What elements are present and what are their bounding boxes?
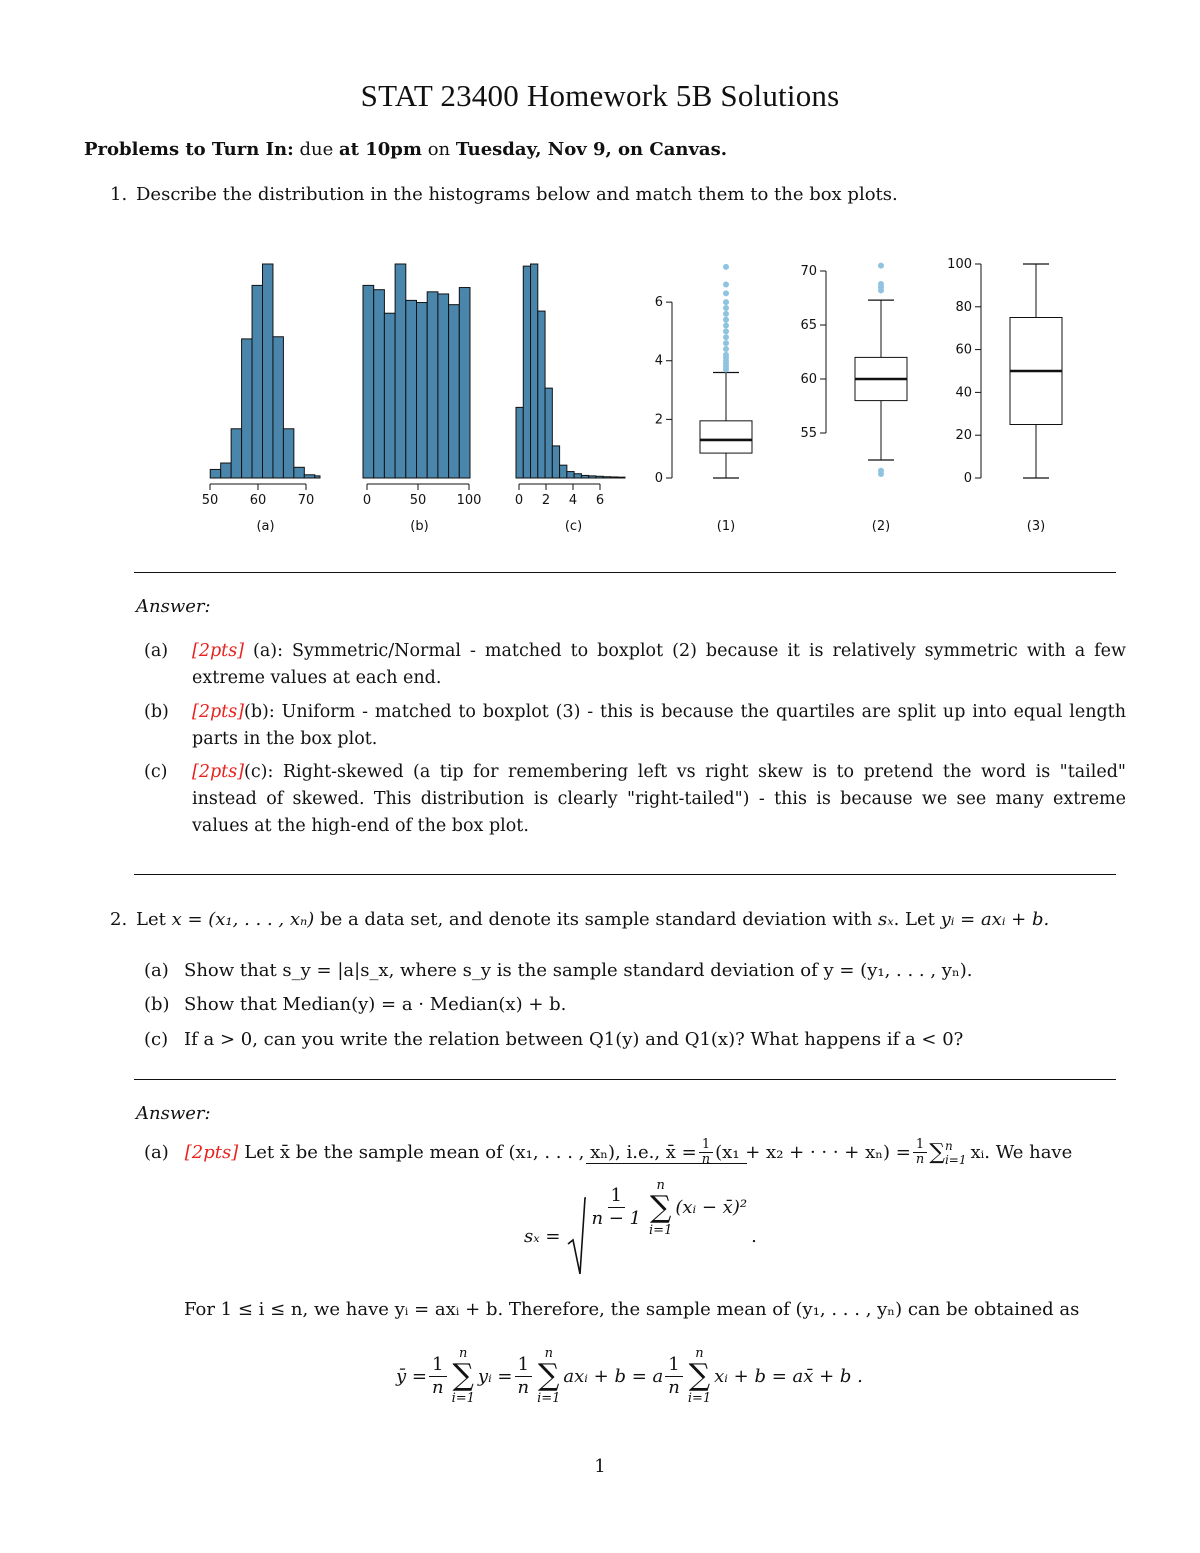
summation [452, 1346, 475, 1406]
histogram-bar [610, 477, 617, 478]
histogram-label: (c) [564, 519, 583, 534]
histogram-bar [406, 300, 417, 478]
outlier-point [723, 282, 729, 288]
outlier-point [723, 323, 729, 329]
mean-def-start: Let x̄ be the sample mean of (x₁, . . . , xₙ), i.e., x̄ = [244, 1142, 697, 1163]
numerator: 1 [699, 1138, 713, 1153]
histogram-bar [374, 290, 385, 478]
histogram-bar [574, 474, 581, 478]
y-tick-label: 60 [955, 342, 972, 358]
histogram-bar [438, 294, 449, 478]
numerator: 1 [665, 1354, 682, 1377]
outlier-point [723, 328, 729, 334]
histogram-bar [531, 264, 538, 478]
points-badge: [2pts] [184, 1142, 239, 1163]
answer-1-heading: Answer: [136, 596, 211, 617]
intro-due-time: at 10pm [339, 139, 422, 160]
histogram-bar [221, 463, 231, 478]
item-text: (a): Symmetric/Normal - matched to boxplot (2) because it is relatively symmetric with a few extreme values at each end. [192, 641, 1126, 688]
item-label: (a) [144, 1142, 169, 1163]
sum-lower: i=1 [537, 1391, 561, 1406]
histogram-bar [459, 288, 470, 478]
summation [537, 1346, 560, 1406]
sum-lower: i=1 [944, 1152, 967, 1167]
histogram-bar [545, 388, 552, 478]
problem-2-number: 2. [110, 909, 128, 930]
y-tick-label: 80 [955, 299, 972, 315]
item-label: (c) [144, 762, 168, 782]
histogram-label: (b) [410, 519, 429, 534]
histogram-bar [304, 475, 314, 478]
outlier-point [878, 281, 884, 287]
intro-label: Problems to Turn In: [84, 139, 294, 160]
problem-2-part-c-label: (c) [144, 1029, 169, 1050]
outlier-point [723, 346, 729, 352]
denominator: n [915, 1152, 925, 1167]
item-label: (b) [144, 702, 169, 722]
numerator: 1 [515, 1354, 532, 1377]
sum-lower: i=1 [451, 1391, 475, 1406]
fraction-1-over-n [665, 1354, 683, 1399]
histogram-bar [384, 313, 395, 478]
sum-symbol: ∑ [688, 1358, 711, 1393]
p2-let: Let [136, 909, 166, 930]
sum-lower: i=1 [687, 1391, 712, 1406]
page-number: 1 [594, 1456, 606, 1477]
sd-lhs: sₓ = [524, 1225, 561, 1247]
sum-upper: n [459, 1346, 468, 1361]
p2-sx: sₓ [877, 909, 894, 930]
x-tick-label: 0 [514, 493, 524, 508]
outlier-point [723, 299, 729, 305]
item-body [192, 638, 1126, 692]
answer-2-heading: Answer: [136, 1103, 211, 1124]
problem-2-part-b-label: (b) [144, 994, 170, 1015]
numerator: 1 [429, 1354, 446, 1377]
item-text: (c): Right-skewed (a tip for remembering left vs right skew is to pretend the word is "tailed" instead of skewed. This distribution is clearly "right-tailed") - this is because we see many extreme values at the high-end of the box plot. [192, 762, 1126, 836]
sd-term: (xᵢ − x̄)² [675, 1197, 748, 1218]
y-tick-label: 60 [800, 372, 817, 387]
problem-2-part-b-text: Show that Median(y) = a · Median(x) + b. [184, 994, 567, 1015]
boxplot-label: (1) [716, 519, 736, 534]
histograms-boxplots-figure [180, 250, 1080, 545]
sum-upper: n [544, 1346, 553, 1361]
numerator: 1 [608, 1185, 625, 1208]
numerator: 1 [913, 1138, 927, 1153]
histogram-bar [581, 475, 588, 478]
mean-term-3: xᵢ + b = ax̄ + b . [714, 1365, 863, 1387]
mean-lhs: ȳ = [396, 1365, 427, 1387]
sqrt-sign [566, 1196, 586, 1276]
histogram-bar [560, 465, 567, 478]
boxplot-label: (3) [1026, 519, 1046, 534]
outlier-point [878, 263, 884, 269]
y-tick-label: 55 [800, 426, 817, 441]
histogram-bar [552, 446, 559, 478]
denominator: n [668, 1376, 680, 1398]
histogram-bar [449, 305, 460, 478]
p2-mid-text: be a data set, and denote its sample standard deviation with [320, 909, 873, 930]
item-body [192, 699, 1126, 753]
y-tick-label: 0 [654, 471, 663, 486]
fraction-1-over-n [913, 1138, 927, 1167]
item-text: (b): Uniform - matched to boxplot (3) - this is because the quartiles are split up into equal length parts in the box plot. [192, 702, 1126, 749]
x-tick-label: 70 [297, 493, 315, 508]
histogram-bar [294, 467, 304, 478]
histogram-bar [427, 292, 438, 478]
mean-def-end: xᵢ. We have [970, 1142, 1073, 1163]
x-tick-label: 50 [201, 493, 219, 508]
histogram-bar [618, 477, 625, 478]
intro-text-on: on [427, 139, 451, 160]
x-tick-label: 6 [595, 493, 605, 508]
y-tick-label: 65 [800, 318, 817, 333]
x-tick-label: 100 [456, 493, 482, 508]
outlier-point [723, 352, 729, 358]
answer-1-item-b [144, 699, 1126, 759]
sum-symbol: ∑ [929, 1140, 945, 1165]
outlier-point [723, 290, 729, 296]
summation [649, 1178, 672, 1238]
histogram-bar [315, 476, 320, 478]
histogram-bar [417, 303, 428, 478]
problem-2-statement [136, 909, 1049, 930]
fraction-1-over-n-1 [588, 1185, 644, 1230]
x-tick-label: 50 [409, 493, 427, 508]
histogram-bar [283, 429, 293, 478]
histogram-bar [231, 429, 241, 478]
y-tick-label: 0 [963, 471, 972, 486]
x-tick-label: 4 [568, 493, 578, 508]
histogram-label: (a) [256, 519, 275, 534]
intro-due-date: Tuesday, Nov 9, on Canvas. [455, 139, 727, 160]
problem-2-part-c-text: If a > 0, can you write the relation between Q1(y) and Q1(x)? What happens if a < 0? [184, 1029, 964, 1050]
y-tick-label: 100 [947, 257, 972, 272]
x-tick-label: 2 [541, 493, 551, 508]
intro-line [84, 139, 727, 160]
sum-limits [945, 1139, 967, 1167]
sum-symbol: ∑ [649, 1189, 672, 1225]
sum-upper: n [944, 1138, 953, 1153]
histogram-bar [395, 264, 406, 478]
answer-1-item-c [144, 759, 1126, 849]
outlier-point [723, 317, 729, 323]
histogram-bar [538, 311, 545, 478]
sum-upper: n [656, 1177, 665, 1193]
sum-symbol: ∑ [538, 1358, 560, 1393]
sum-lower: i=1 [649, 1222, 673, 1238]
box [700, 421, 752, 453]
fraction-1-over-n [429, 1354, 447, 1399]
histogram-bar [210, 469, 220, 478]
problem-2-part-a-label: (a) [144, 960, 169, 981]
problem-1-text: Describe the distribution in the histograms below and match them to the box plots. [136, 184, 898, 205]
problem-1-number: 1. [110, 184, 128, 205]
y-tick-label: 40 [955, 385, 972, 401]
histogram-bar [589, 476, 596, 478]
histogram-bar [263, 264, 273, 478]
y-tick-label: 20 [955, 428, 972, 444]
outlier-point [723, 305, 729, 311]
answer-1-item-a [144, 638, 1126, 698]
p2-x-def: x = (x₁, . . . , xₙ) [171, 909, 315, 930]
histogram-bar [567, 472, 574, 478]
denominator: n [431, 1376, 444, 1398]
histogram-bar [273, 337, 283, 478]
denominator: n − 1 [591, 1208, 642, 1229]
y-tick-label: 70 [800, 264, 817, 279]
outlier-point [723, 334, 729, 340]
fraction-1-over-n [515, 1354, 533, 1399]
outlier-point [878, 468, 884, 474]
y-tick-label: 2 [654, 412, 663, 428]
histogram-bar [363, 285, 374, 478]
outlier-point [723, 340, 729, 346]
page-title: STAT 23400 Homework 5B Solutions [360, 78, 840, 113]
mean-term-1: yᵢ = [477, 1365, 513, 1387]
y-tick-label: 4 [654, 353, 663, 369]
p2-y-def: yᵢ = axᵢ + b. [940, 909, 1050, 930]
divider [134, 572, 1116, 573]
sqrt-radicand [586, 1163, 747, 1238]
for-line: For 1 ≤ i ≤ n, we have yᵢ = axᵢ + b. Therefore, the sample mean of (y₁, . . . , yₙ) can be obtained as [184, 1299, 1080, 1320]
points-badge: [2pts] [192, 762, 245, 782]
denominator: n [701, 1152, 711, 1167]
problem-2-part-a-text: Show that s_y = |a|s_x, where s_y is the sample standard deviation of y = (y₁, . . . , yₙ). [184, 960, 973, 981]
sum-upper: n [695, 1346, 704, 1361]
histogram-bar [516, 407, 523, 478]
p2-let2: . Let [893, 909, 935, 930]
x-tick-label: 0 [362, 493, 372, 508]
divider [134, 1079, 1116, 1080]
histogram-bar [523, 266, 530, 478]
sum-symbol: ∑ [452, 1358, 474, 1393]
points-badge: [2pts] [192, 702, 245, 722]
x-tick-label: 60 [249, 493, 267, 508]
mean-term-2: axᵢ + b = a [563, 1365, 664, 1387]
divider [134, 874, 1116, 875]
histogram-bar [603, 477, 610, 478]
item-label: (a) [144, 641, 169, 661]
histogram-bar [242, 339, 252, 478]
boxplot-label: (2) [871, 519, 891, 534]
denominator: n [517, 1376, 530, 1398]
item-body [192, 759, 1126, 840]
mean-def-mid: (x₁ + x₂ + · · · + xₙ) = [715, 1142, 911, 1163]
points-badge: [2pts] [192, 641, 245, 661]
mean-y-equation [396, 1346, 863, 1406]
histogram-bar [252, 285, 262, 478]
outlier-point [723, 264, 729, 270]
y-tick-label: 6 [654, 295, 663, 311]
sd-equation: sₓ = $\frac{1}{n - 1}$ n ∑ i=1 (xᵢ − x̄)² . [524, 1196, 757, 1276]
summation [688, 1346, 711, 1406]
outlier-point [723, 311, 729, 317]
intro-text-due: due [299, 139, 334, 160]
histogram-bar [596, 476, 603, 478]
